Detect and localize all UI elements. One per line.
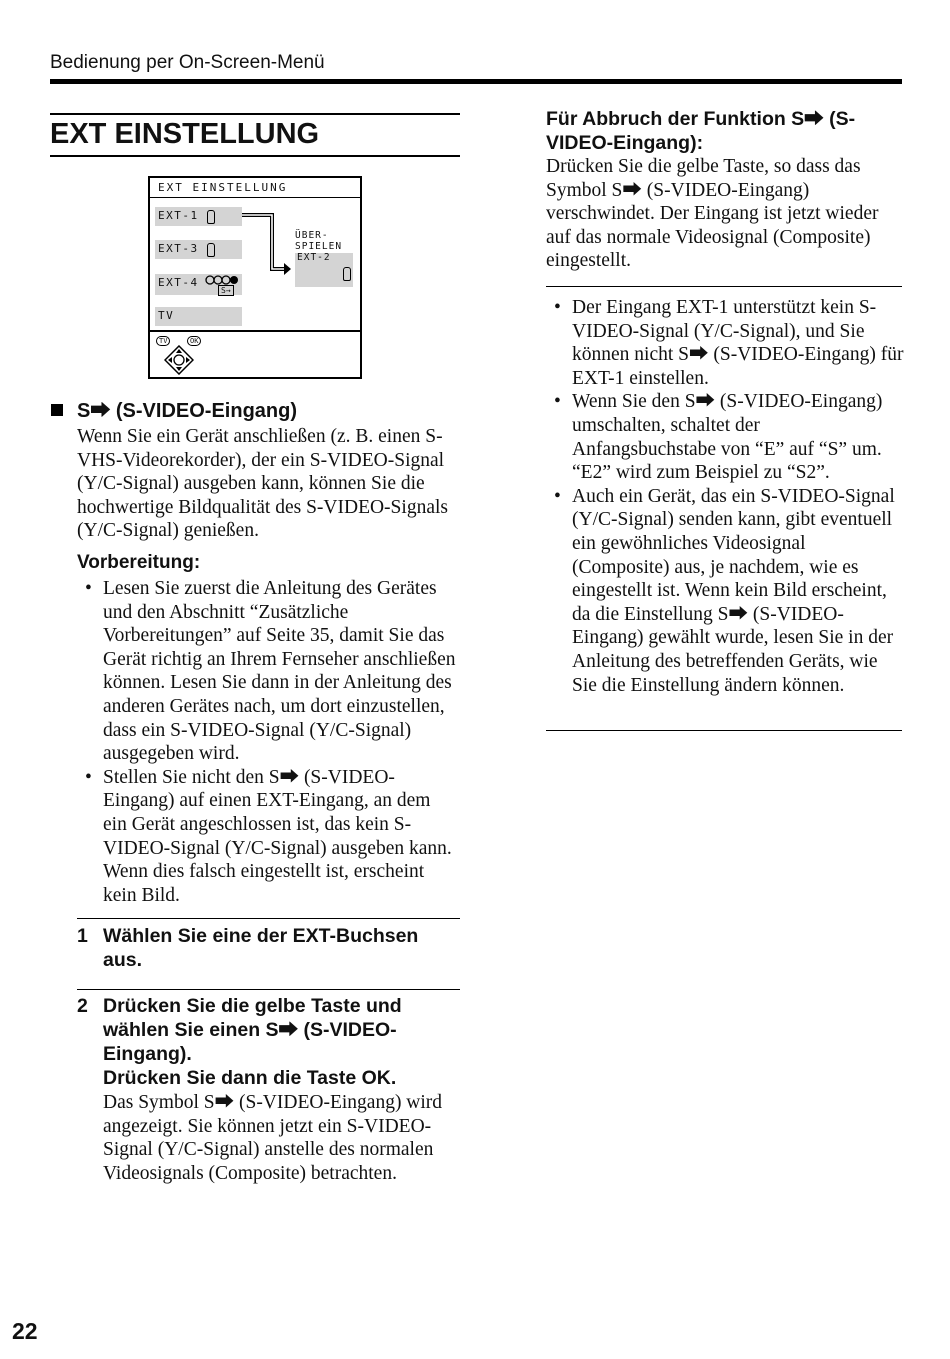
prep-heading: Vorbereitung: [77,552,201,573]
list-item: • Lesen Sie zuerst die Anleitung des Gerätes und den Abschnitt “Zusätzliche Vorbereitungen” auf Seite 35, damit Sie das Gerät richtig an Ihrem Fernseher anschließen können. Lesen Sie dann in der Anleitung des anderen Gerätes nach, um dort einzustellen, dass ein S-VIDEO-Signal (Y/C-Signal) ausgegeben wird. [77,577,457,766]
osd-menu-illustration [148,176,362,379]
section-intro: Wenn Sie ein Gerät anschließen (z. B. einen S-VHS-Videorekorder), der ein S-VIDEO-Signal (Y/C-Signal) ausgeben kann, können Sie die hochwertige Bildqualität des S-VIDEO-Signals (Y/C-Signal) genießen. [77,426,448,542]
step-note: Das Symbol S⮕ (S-VIDEO-Eingang) wird angezeigt. Sie können jetzt ein S-VIDEO-Signal (Y/C-Signal) anstelle des normalen Videosignals (Composite) betrachten. [103,1092,443,1184]
osd-divider [150,330,360,332]
osd-item-tv: TV [155,307,242,326]
step-text-ok: Drücken Sie dann die Taste OK. [103,1067,397,1089]
osd-item-ext1: EXT-1 [155,207,242,226]
list-item: • Wenn Sie den S⮕ (S-VIDEO-Eingang) umschalten, schaltet der Anfangsbuchstabe von “E” auf “S” um. “E2” wird zum Beispiel zu “S2”. [546,390,904,484]
plug-icon [207,243,215,257]
cancel-text: Drücken Sie die gelbe Taste, so dass das Symbol S⮕ (S-VIDEO-Eingang) verschwindet. Der Eingang ist jetzt wieder auf das normale Videosignal (Composite) eingestellt. [546,156,879,272]
prep-list [77,577,457,907]
section-heading: S⮕ (S-VIDEO-Eingang) [77,400,297,422]
osd-title: EXT EINSTELLUNG [150,178,360,198]
page-title: EXT EINSTELLUNG [50,118,320,150]
ok-button-icon: OK [187,336,201,346]
notes-divider-bottom [546,730,902,731]
notes-divider-top [546,286,902,287]
notes-list [546,296,904,697]
osd-item-ext3: EXT-3 [155,240,242,259]
tv-button-icon: TV [156,336,170,346]
list-item: • Der Eingang EXT-1 unterstützt kein S-VIDEO-Signal (Y/C-Signal), und Sie können nicht S⮕ (S-VIDEO-Eingang) für EXT-1 einstellen. [546,296,904,390]
step-number: 2 [77,995,88,1017]
osd-dubbing-label: ÜBER- SPIELEN [295,230,343,252]
list-item: • Auch ein Gerät, das ein S-VIDEO-Signal (Y/C-Signal) senden kann, gibt eventuell ein gewöhnliches Videosignal (Composite) aus, je nachdem, wie es eingestellt ist. Wenn kein Bild erscheint, da die Einstellung S⮕ (S-VIDEO-Eingang) gewählt wurde, lesen Sie in der Anleitung des betreffenden Geräts, wie Sie die Einstellung ändern können. [546,485,904,697]
header-rule [50,79,902,84]
title-rule-bottom [50,155,460,157]
step-text: Wählen Sie eine der EXT-Buchsen aus. [103,925,419,971]
plug-icon [343,267,351,281]
plug-icon [207,210,215,224]
direction-pad-icon [164,345,194,375]
dubbing-arrow-icon [242,211,292,277]
osd-item-ext4: EXT-4 [155,274,242,295]
step-divider [77,989,460,990]
step-text: Drücken Sie die gelbe Taste und wählen Sie einen S⮕ (S-VIDEO-Eingang). [103,995,402,1065]
cancel-heading: Für Abbruch der Funktion S⮕ (S-VIDEO-Eingang): [546,108,856,154]
svideo-tag: S→ [218,285,234,296]
step-divider [77,918,460,919]
osd-dubbing-target: EXT-2 [295,253,353,287]
running-head: Bedienung per On-Screen-Menü [50,52,325,73]
square-bullet-icon [51,404,63,416]
step-number: 1 [77,925,88,947]
page-number: 22 [12,1318,38,1344]
list-item: • Stellen Sie nicht den S⮕ (S-VIDEO-Eingang) auf einen EXT-Eingang, an dem ein Gerät angeschlossen ist, das kein S-VIDEO-Signal (Y/C-Signal) ausgeben kann. Wenn dies falsch eingestellt ist, erscheint kein Bild. [77,766,457,908]
